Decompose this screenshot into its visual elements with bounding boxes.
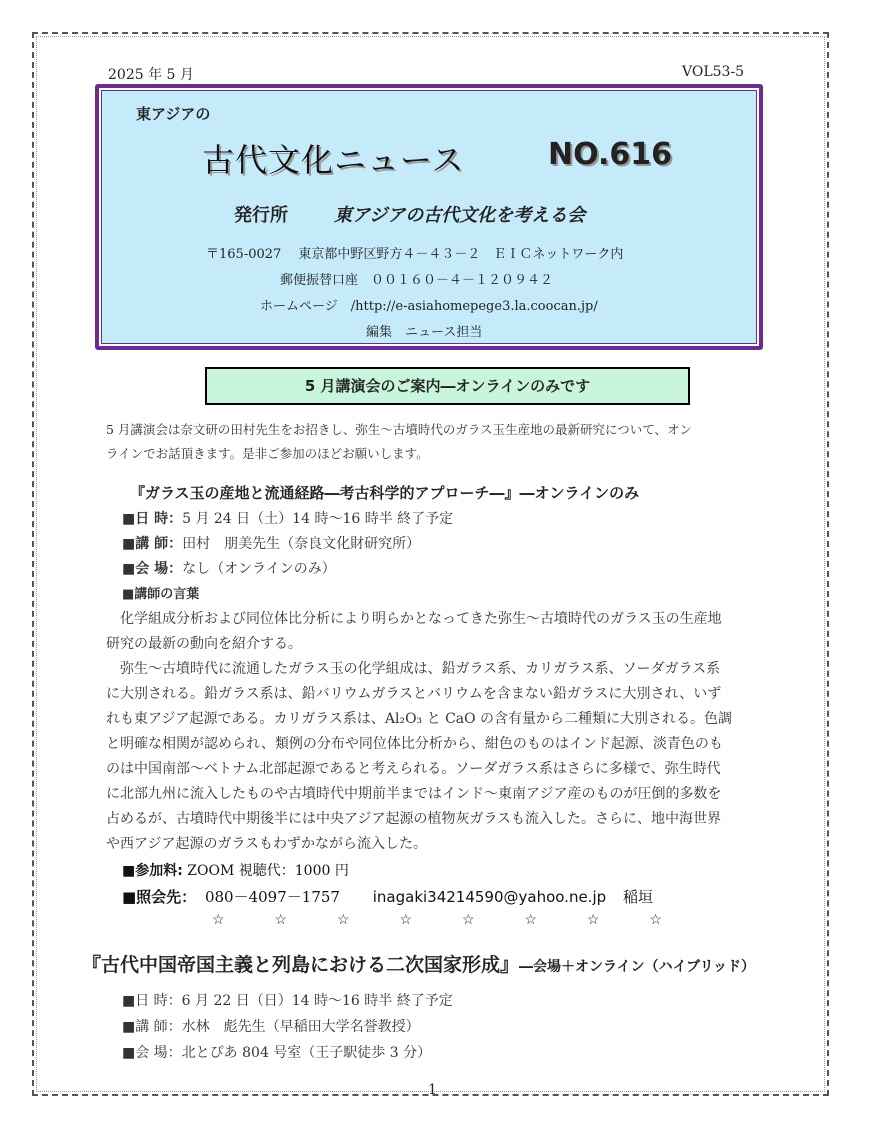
- lecture2-title-main: 『古代中国帝国主義と列島における二次国家形成』: [82, 954, 520, 976]
- lecture1-date: [122, 508, 453, 528]
- masthead-subtitle: 東アジアの: [136, 105, 211, 123]
- contact-label: ■照会先：: [122, 888, 197, 906]
- intro-line: 5 月講演会は奈文研の田村先生をお招きし、弥生～古墳時代のガラス玉生産地の最新研究について、オン: [106, 422, 693, 437]
- date-value: 5 月 24 日（土）14 時～16 時半 終了予定: [182, 511, 454, 527]
- words-line: に大別される。鉛ガラス系は、鉛バリウムガラスとバリウムを含まない鉛ガラスに大別され、いず: [106, 686, 722, 702]
- volume-number: VOL53-5: [682, 64, 745, 80]
- words-line: に北部九州に流入したものや古墳時代中期前半まではインド～東南アジア産のものが圧倒的多数を: [106, 786, 722, 802]
- contact-email[interactable]: inagaki34214590@yahoo.ne.jp: [372, 888, 607, 906]
- notice-title: 5 月講演会のご案内―オンラインのみです: [205, 367, 690, 405]
- page-number: 1: [428, 1082, 437, 1098]
- star-icon: ☆: [399, 912, 413, 928]
- publisher-name: 東アジアの古代文化を考える会: [334, 205, 586, 226]
- words-line: 化学組成分析および同位体比分析により明らかとなってきた弥生～古墳時代のガラス玉の生産地: [106, 611, 722, 627]
- star-icon: ☆: [524, 912, 537, 928]
- issue-number: NO.616: [548, 137, 672, 172]
- lecture1-title: 『ガラス玉の産地と流通経路―考古科学的アプローチ―』―オンラインのみ: [130, 484, 640, 502]
- issue-date: 2025 年 5 月: [108, 67, 194, 83]
- star-icon: ☆: [212, 912, 225, 928]
- contact-name: 稲垣: [622, 888, 653, 906]
- lecture1-speaker: [122, 533, 420, 553]
- star-icon: ☆: [336, 912, 350, 928]
- star-icon: ☆: [274, 912, 288, 928]
- contact-phone: 080－4097－1757: [204, 888, 340, 906]
- homepage-link[interactable]: ホームページ /http://e-asiahomepege3.la.coocan.jp/: [260, 299, 598, 314]
- words-line: や西アジア起源のガラスもわずかながら流入した。: [106, 836, 428, 852]
- postal-account: 郵便振替口座 ００１６０－４－１２０９４２: [280, 273, 554, 288]
- address: 〒165-0027 東京都中野区野方４－４３－２ ＥＩＣネットワーク内: [206, 247, 624, 262]
- masthead: [95, 84, 763, 350]
- words-line: と明確な相関が認められ、類例の分布や同位体比分析から、紺色のものはインド起源、淡青色のも: [106, 736, 723, 752]
- star-icon: ☆: [649, 912, 662, 928]
- intro-line: ラインでお話頂きます。是非ご参加のほどお願いします。: [106, 446, 429, 461]
- newsletter-title: 古代文化ニュース: [202, 141, 465, 179]
- lecture2-venue: ■会 場：北とぴあ 804 号室（王子駅徒歩 3 分）: [122, 1045, 432, 1061]
- lecture2-speaker: ■講 師：水林 彪先生（早稲田大学名誉教授）: [122, 1019, 420, 1035]
- words-line: 研究の最新の動向を紹介する。: [106, 636, 302, 652]
- words-line: 占めるが、古墳時代中期後半には中央アジア起源の植物灰ガラスも流入した。さらに、地中海世界: [106, 811, 722, 827]
- lecture2-date: ■日 時：6 月 22 日（日）14 時～16 時半 終了予定: [122, 993, 453, 1009]
- fee-line: [122, 860, 349, 880]
- venue-label: ■会 場：: [122, 561, 183, 577]
- fee-value: ZOOM 視聴代：1000 円: [187, 863, 349, 879]
- editor: 編集 ニュース担当: [366, 325, 483, 340]
- words-line: 弥生～古墳時代に流通したガラス玉の化学組成は、鉛ガラス系、カリガラス系、ソーダガラス系: [106, 661, 721, 677]
- lecture1-venue: [122, 558, 336, 578]
- lecture2-title-suffix: ―会場＋オンライン（ハイブリッド）: [519, 959, 756, 975]
- publisher-label: 発行所: [234, 205, 288, 226]
- star-divider: [212, 912, 662, 928]
- date-label: ■日 時：: [122, 511, 183, 527]
- speaker-label: ■講 師：: [122, 536, 183, 552]
- star-icon: ☆: [461, 912, 475, 928]
- lecture2-title: [82, 950, 755, 977]
- fee-label: ■参加料:: [122, 863, 183, 879]
- star-icon: ☆: [586, 912, 600, 928]
- words-label: ■講師の言葉: [122, 587, 200, 602]
- venue-value: なし（オンラインのみ）: [182, 561, 336, 577]
- speaker-value: 田村 朋美先生（奈良文化財研究所）: [182, 536, 421, 552]
- contact-line: [122, 886, 653, 907]
- words-line: れも東アジア起源である。カリガラス系は、Al₂O₃ と CaO の含有量から二種類に大別される。色調: [106, 711, 733, 727]
- words-line: のは中国南部～ベトナム北部起源であると考えられる。ソーダガラス系はさらに多様で、弥生時代: [106, 761, 721, 777]
